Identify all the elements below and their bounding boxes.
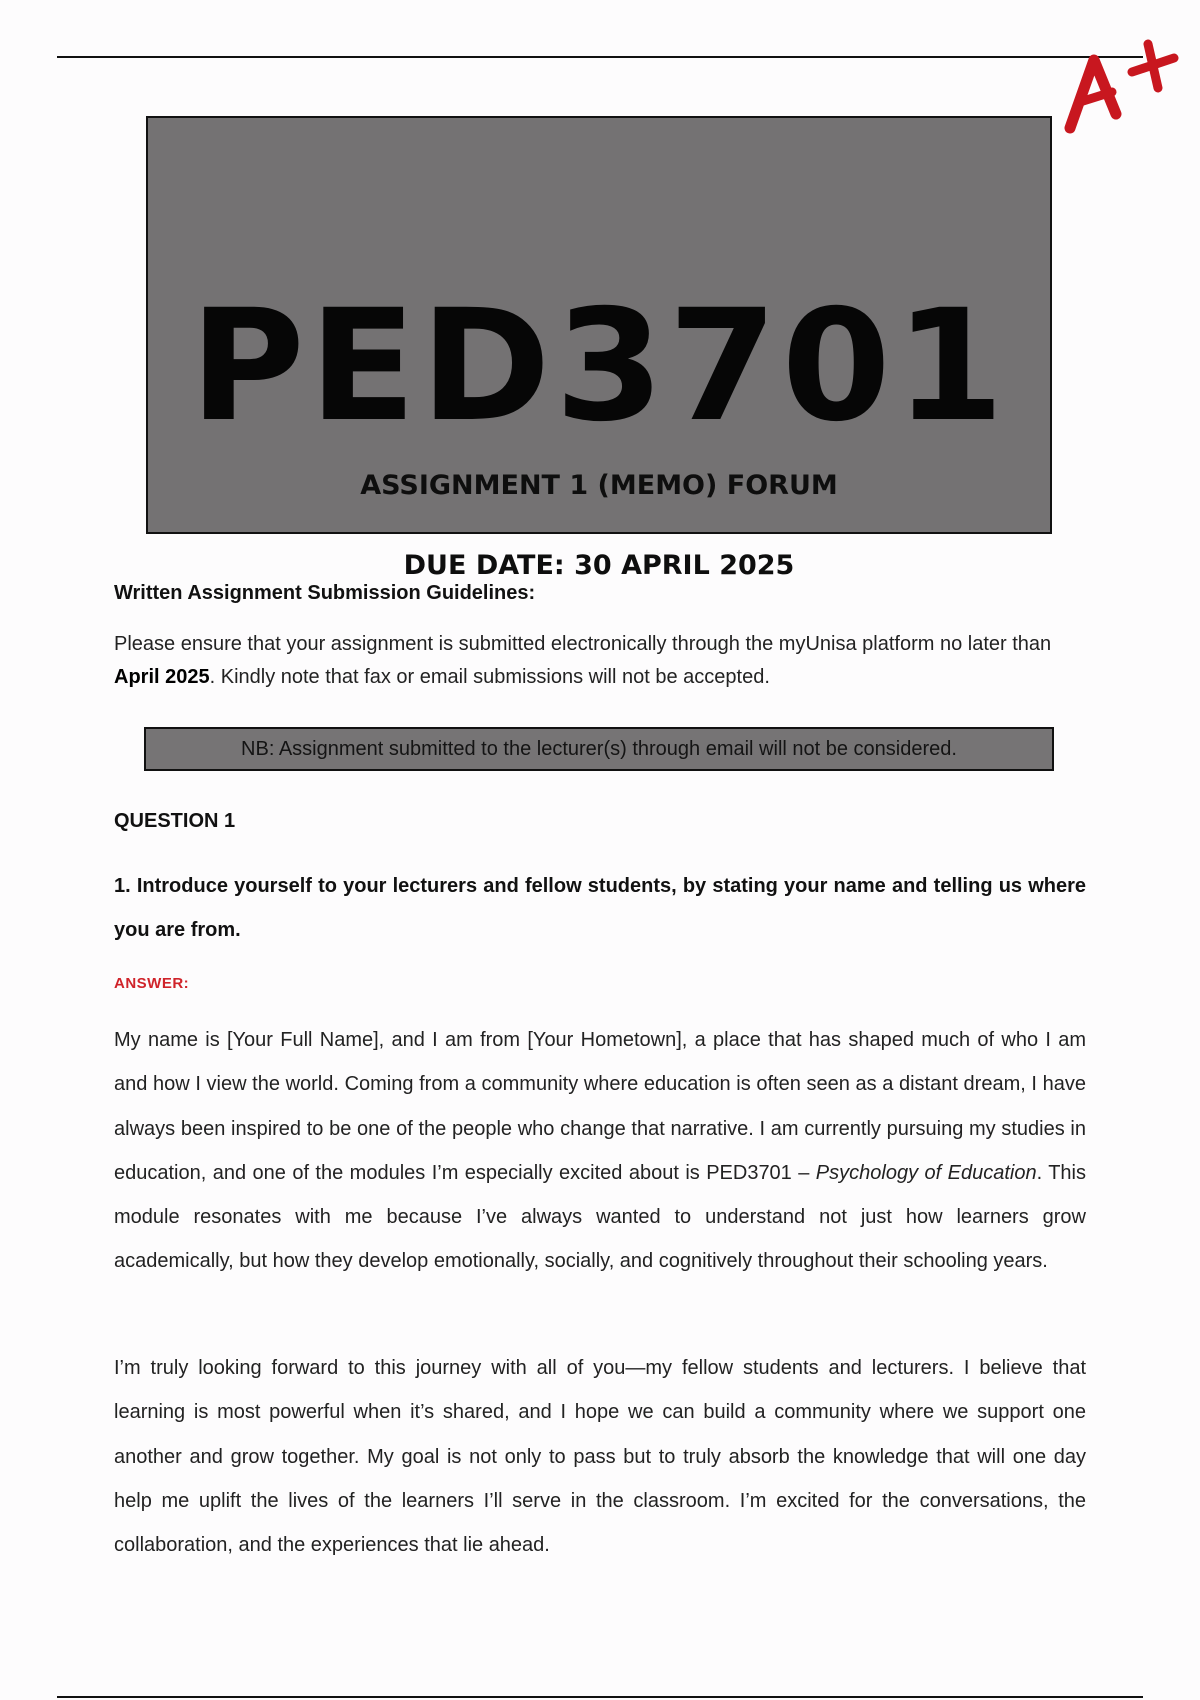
answer-paragraph-1 — [114, 1018, 1086, 1284]
para1-italic-module-name: Psychology of Education — [815, 1161, 1037, 1184]
guidelines-heading: Written Assignment Submission Guidelines: — [114, 582, 536, 604]
question-text: 1. Introduce yourself to your lecturers and fellow students, by stating your name and telling us where you are from. — [114, 875, 1086, 941]
title-box — [146, 116, 1052, 581]
bottom-rule — [57, 1696, 1143, 1698]
assignment-title: ASSIGNMENT 1 (MEMO) FORUM — [360, 470, 838, 501]
a-plus-grade-stamp — [1060, 30, 1190, 140]
para1-text-start: My name is [Your Full Name], and I am from [Your Hometown], a place that has shaped much of who I am and how I view the world. Coming from a community where education is often seen as a distant dream, I have always been inspired to be one of the people who change that narrative. I am currently pursuing my studies in education, and one of the modules I’m especially excited about is PED3701 – — [114, 1029, 1086, 1184]
notice-box: NB: Assignment submitted to the lecturer(s) through email will not be considered. — [144, 727, 1054, 771]
guidelines-text-start: Please ensure that your assignment is submitted electronically through the myUnisa platform no later than — [114, 633, 1052, 655]
answer-label: ANSWER: — [114, 975, 190, 992]
answer-paragraph-2: I’m truly looking forward to this journey with all of you—my fellow students and lecturers. I believe that learning is most powerful when it’s shared, and I hope we can build a community where we support one another and grow together. My goal is not only to pass but to truly absorb the knowledge that will one day help me uplift the lives of the learners I’ll serve in the classroom. I’m excited for the conversations, the collaboration, and the experiences that lie ahead. — [114, 1357, 1086, 1557]
guidelines-bold-date: April 2025 — [114, 666, 210, 688]
top-rule — [57, 56, 1143, 58]
due-date: DUE DATE: 30 APRIL 2025 — [403, 550, 795, 581]
question-heading: QUESTION 1 — [114, 810, 236, 832]
guidelines-paragraph — [114, 628, 1086, 694]
para1-text-end: . This module resonates with me because I’ve always wanted to understand not just how learners grow academically, but how they develop emotionally, socially, and cognitively throughout their schooling years. — [114, 1161, 1086, 1273]
course-code: PED3701 — [189, 277, 1009, 456]
guidelines-text-end: . Kindly note that fax or email submissions will not be accepted. — [209, 666, 770, 688]
